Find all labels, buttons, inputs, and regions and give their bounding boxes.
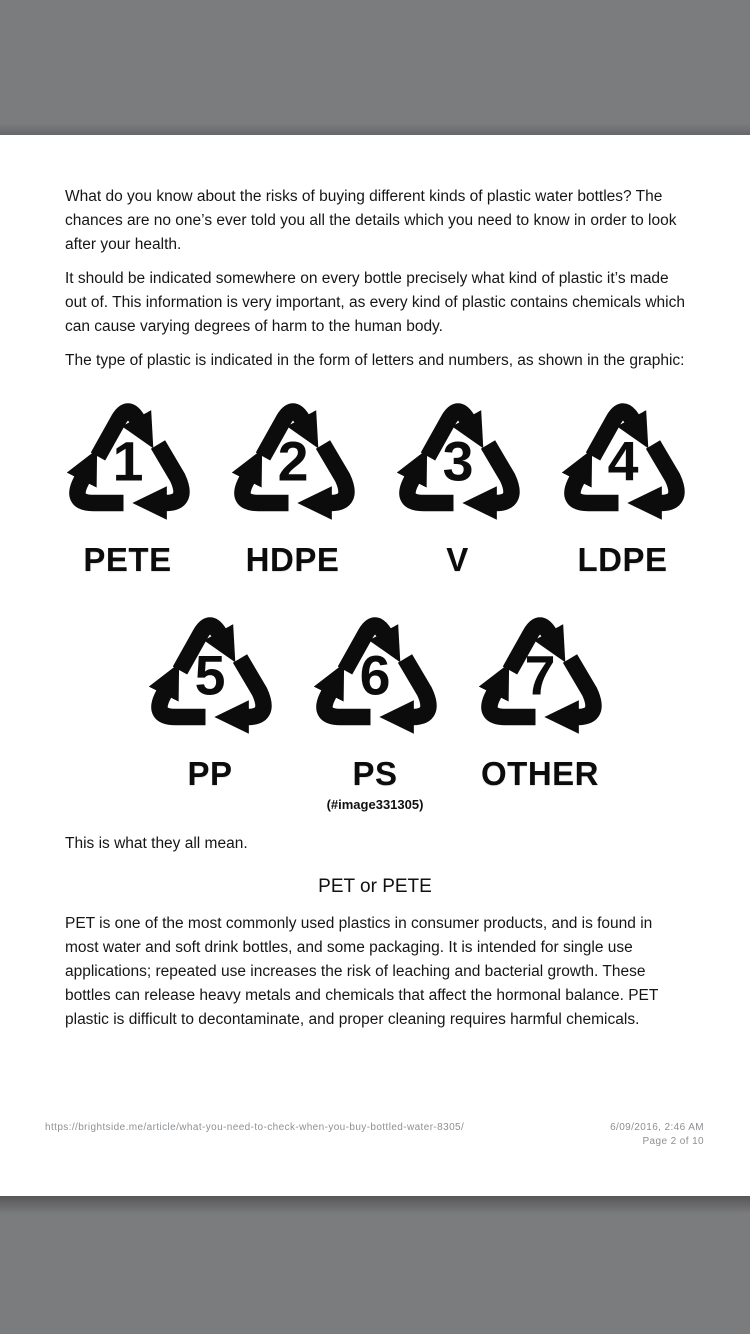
symbol-number: 4 [607,430,638,493]
symbol-number: 1 [112,430,143,493]
section-paragraph: PET is one of the most commonly used plastics in consumer products, and is found in most water and soft drink bottles, and some packaging. It is intended for single use applications; repeated use increases the risk of leaching and bacterial growth. These bottles can release heavy metals and chemicals that affect the hormonal balance. PET plastic is difficult to decontaminate, and proper cleaning requires harmful chemicals. [65,915,659,1028]
footer-page-info: Page 2 of 10 [642,1136,704,1147]
recycling-symbol-5 [128,597,293,793]
image-caption: (#image331305) [326,797,424,812]
symbol-label: LDPE [577,541,668,578]
section-heading: PET or PETE [318,876,432,897]
symbol-number: 6 [359,644,391,707]
symbol-number: 3 [442,430,473,493]
symbol-number: 5 [194,644,226,707]
intro-paragraph-2: It should be indicated somewhere on every bottle precisely what kind of plastic it’s made out of. This information is very important, as every kind of plastic contains chemicals which can cause varying degrees of harm to the human body. [65,270,685,335]
print-footer [45,1121,704,1149]
document-page [0,135,750,1196]
footer-url: https://brightside.me/article/what-you-need-to-check-when-you-buy-bottled-water-8305/ [45,1122,465,1133]
symbol-label: OTHER [481,755,599,792]
intro-paragraph-3: The type of plastic is indicated in the form of letters and numbers, as shown in the graphic: [65,352,685,369]
symbol-row-2 [45,597,705,793]
viewer-background-top [0,0,750,135]
symbol-number: 7 [524,644,556,707]
viewer-background-bottom [0,1196,750,1334]
symbol-label: HDPE [245,541,340,578]
recycling-symbol-3 [375,383,540,579]
recycling-arrows-icon [300,597,450,747]
recycling-arrows-icon [135,597,285,747]
footer-datetime: 6/09/2016, 2:46 AM [610,1122,704,1133]
symbol-label: PP [187,755,233,792]
recycling-arrows-icon [383,383,533,533]
recycling-arrows-icon [548,383,698,533]
footer-meta [610,1121,704,1149]
lead-in-text: This is what they all mean. [65,835,248,852]
recycling-arrows-icon [218,383,368,533]
recycling-arrows-icon [53,383,203,533]
recycling-symbol-2 [210,383,375,579]
recycling-symbol-6 [293,597,458,793]
symbol-label: PS [352,755,398,792]
recycling-symbol-1 [45,383,210,579]
symbol-number: 2 [277,430,308,493]
symbol-label: PETE [83,541,172,578]
recycling-symbol-7 [458,597,623,793]
intro-paragraph-1: What do you know about the risks of buying different kinds of plastic water bottles? The chances are no one’s ever told you all the details which you need to know in order to look after your health. [65,188,677,253]
symbol-row-1 [45,383,705,579]
recycling-arrows-icon [465,597,615,747]
symbol-label: V [446,541,469,578]
recycling-symbol-4 [540,383,705,579]
recycling-codes-graphic [45,383,705,812]
